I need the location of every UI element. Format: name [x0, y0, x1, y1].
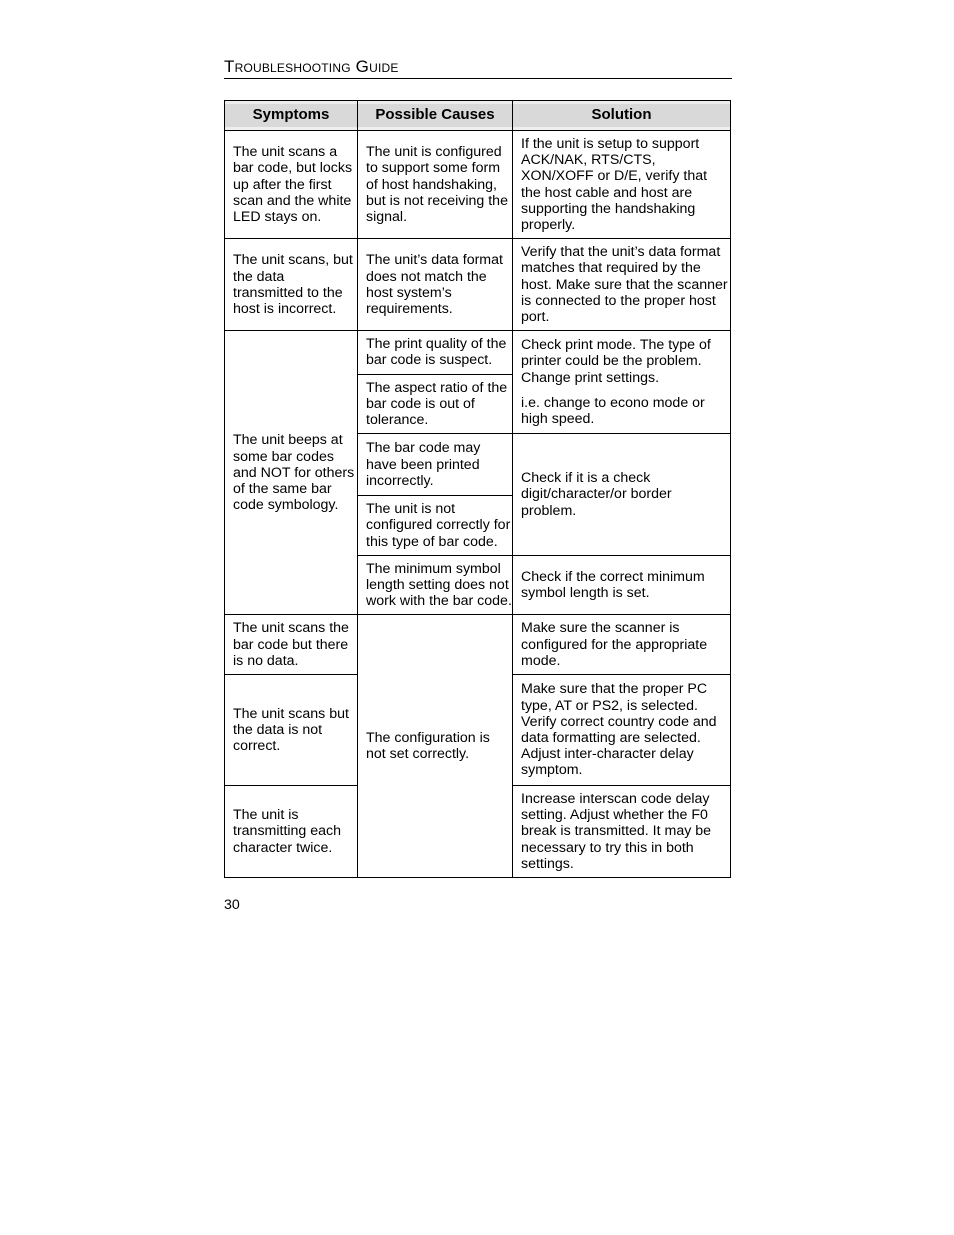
cause-cell-configuration: The configuration is not set correctly. — [358, 615, 513, 878]
solution-cell: Verify that the unit’s data format matches that required by the host. Make sure that the scanner is connected to the proper host port. — [513, 239, 731, 331]
column-header-symptoms: Symptoms — [225, 101, 358, 131]
cause-cell: The print quality of the bar code is suspect. — [358, 331, 513, 374]
solution-print-line2: i.e. change to econo mode or high speed. — [521, 394, 705, 428]
table-row — [225, 239, 731, 331]
cause-cell: The minimum symbol length setting does not work with the bar code. — [358, 555, 513, 615]
solution-print-line1: Check print mode. The type of printer could be the problem. Change print settings. — [521, 337, 711, 386]
solution-cell-print-mode — [513, 331, 731, 434]
table-row — [225, 331, 731, 374]
column-header-possible-causes: Possible Causes — [358, 101, 513, 131]
page-number: 30 — [224, 897, 240, 913]
cause-cell: The bar code may have been printed incorrectly. — [358, 434, 513, 496]
symptom-cell: The unit scans but the data is not correct. — [225, 675, 358, 786]
symptom-cell: The unit is transmitting each character twice. — [225, 786, 358, 878]
table-row — [225, 131, 731, 239]
cause-cell: The unit is not configured correctly for this type of bar code. — [358, 496, 513, 556]
cause-cell: The unit is configured to support some form of host handshaking, but is not receiving the signal. — [358, 131, 513, 239]
column-header-solution: Solution — [513, 101, 731, 131]
solution-cell: If the unit is setup to support ACK/NAK, RTS/CTS, XON/XOFF or D/E, verify that the host cable and host are supporting the handshaking properly. — [513, 131, 731, 239]
symptom-cell: The unit scans a bar code, but locks up after the first scan and the white LED stays on. — [225, 131, 358, 239]
symptom-cell-beeps: The unit beeps at some bar codes and NOT for others of the same bar code symbology. — [225, 331, 358, 615]
solution-cell: Increase interscan code delay setting. Adjust whether the F0 break is transmitted. It may be necessary to try this in both settings. — [513, 786, 731, 878]
symptom-cell: The unit scans, but the data transmitted to the host is incorrect. — [225, 239, 358, 331]
solution-cell: Make sure the scanner is configured for the appropriate mode. — [513, 615, 731, 675]
cause-cell: The aspect ratio of the bar code is out of tolerance. — [358, 374, 513, 434]
table-header-row — [225, 101, 731, 131]
solution-cell-check-digit: Check if it is a check digit/character/or border problem. — [513, 434, 731, 556]
cause-cell: The unit’s data format does not match the host system’s requirements. — [358, 239, 513, 331]
running-head-title: Troubleshooting Guide — [224, 56, 732, 79]
table-row — [225, 615, 731, 675]
solution-cell: Make sure that the proper PC type, AT or PS2, is selected. Verify correct country code and data formatting are selected. Adjust inter-character delay symptom. — [513, 675, 731, 786]
solution-cell: Check if the correct minimum symbol length is set. — [513, 555, 731, 615]
symptom-cell: The unit scans the bar code but there is no data. — [225, 615, 358, 675]
troubleshooting-table — [224, 100, 731, 878]
